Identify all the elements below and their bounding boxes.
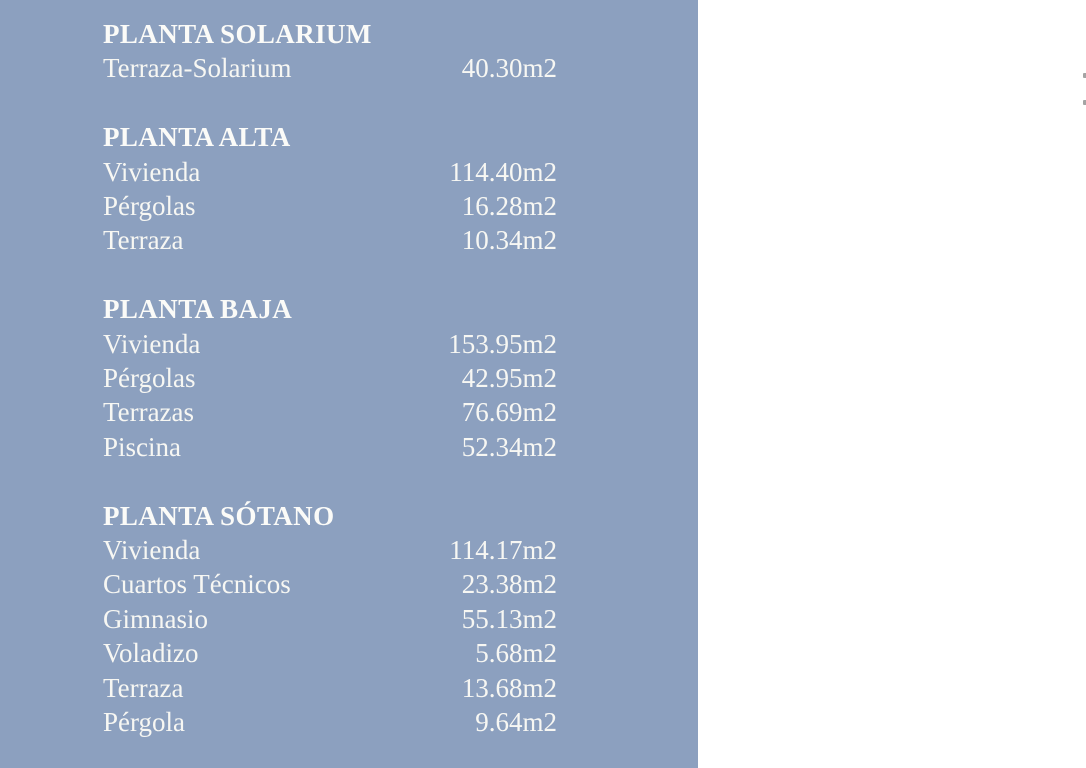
row-value: 55.13m2 bbox=[461, 603, 557, 634]
row-label: Terraza bbox=[103, 225, 184, 256]
area-schedule bbox=[103, 17, 557, 739]
table-row bbox=[103, 189, 557, 223]
section-title: PLANTA BAJA bbox=[103, 294, 293, 325]
row-label: Vivienda bbox=[103, 535, 201, 566]
table-row bbox=[103, 705, 557, 739]
row-value: 23.38m2 bbox=[461, 569, 557, 600]
row-label: Terrazas bbox=[103, 397, 195, 428]
row-value: 42.95m2 bbox=[461, 363, 557, 394]
row-value: 5.68m2 bbox=[475, 638, 557, 669]
table-row bbox=[103, 533, 557, 567]
row-value: 9.64m2 bbox=[475, 707, 557, 738]
table-row bbox=[103, 567, 557, 601]
page-white-margin bbox=[698, 0, 1086, 768]
row-value: 114.17m2 bbox=[449, 535, 557, 566]
table-row bbox=[103, 327, 557, 361]
row-label: Terraza-Solarium bbox=[103, 53, 292, 84]
row-label: Vivienda bbox=[103, 156, 201, 187]
table-row bbox=[103, 223, 557, 257]
section-planta-sotano bbox=[103, 499, 557, 740]
row-value: 52.34m2 bbox=[461, 431, 557, 462]
section-title: PLANTA SOLARIUM bbox=[103, 19, 372, 49]
row-value: 16.28m2 bbox=[461, 191, 557, 222]
table-row bbox=[103, 636, 557, 670]
section-planta-alta bbox=[103, 120, 557, 258]
section-title: PLANTA ALTA bbox=[103, 122, 291, 153]
row-label: Pérgolas bbox=[103, 191, 196, 222]
table-row bbox=[103, 395, 557, 429]
table-row bbox=[103, 602, 557, 636]
row-label: Piscina bbox=[103, 431, 181, 462]
table-row bbox=[103, 361, 557, 395]
row-value: 40.30m2 bbox=[461, 53, 557, 84]
row-value: 76.69m2 bbox=[461, 397, 557, 428]
row-value: 114.40m2 bbox=[449, 156, 557, 187]
row-label: Pérgola bbox=[103, 707, 185, 738]
row-value: 13.68m2 bbox=[461, 672, 557, 703]
row-label: Voladizo bbox=[103, 638, 199, 669]
table-row bbox=[103, 51, 557, 85]
section-title: PLANTA SÓTANO bbox=[103, 500, 335, 531]
section-planta-baja bbox=[103, 292, 557, 464]
section-planta-solarium bbox=[103, 17, 557, 86]
row-value: 10.34m2 bbox=[461, 225, 557, 256]
row-value: 153.95m2 bbox=[448, 328, 557, 359]
row-label: Pérgolas bbox=[103, 363, 196, 394]
row-label: Gimnasio bbox=[103, 603, 208, 634]
row-label: Vivienda bbox=[103, 328, 201, 359]
row-label: Terraza bbox=[103, 672, 184, 703]
table-row bbox=[103, 155, 557, 189]
table-row bbox=[103, 671, 557, 705]
row-label: Cuartos Técnicos bbox=[103, 569, 291, 600]
table-row bbox=[103, 430, 557, 464]
